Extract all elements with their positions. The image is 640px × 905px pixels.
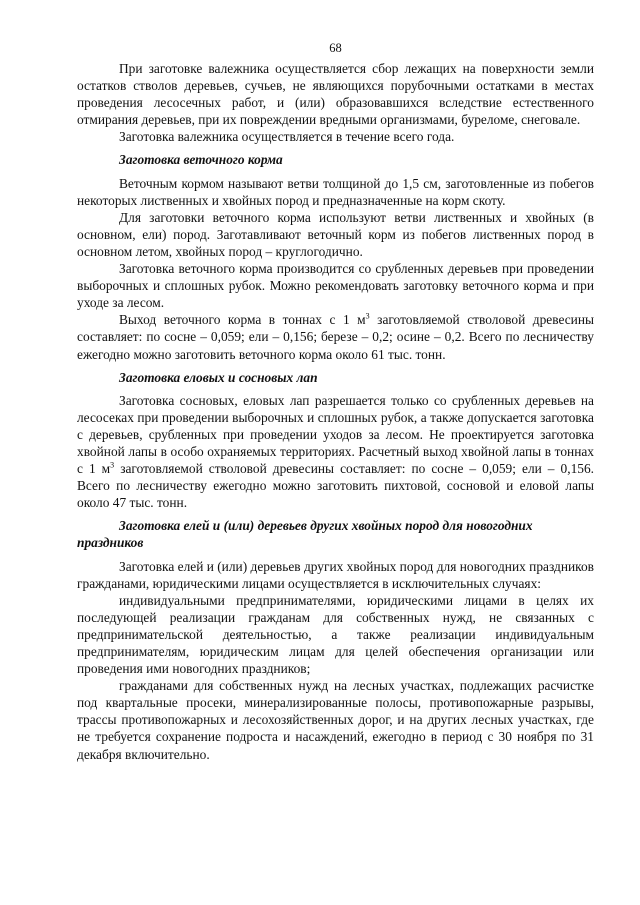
superscript: 3 [365,311,370,321]
paragraph: Для заготовки веточного корма используют ветви лиственных и хвойных (в основном, ели) пород. Заготавливают веточный корм из побегов лиственных пород в основном летом, хвойных пород – круглогодично. [77,209,594,259]
text-run: заготовляемой стволовой древесины составляет: по сосне – 0,059; ели – 0,156; березе – 0,2; осине – 0,2. Всего по лесничеству ежегодно можно заготовить веточного корма около 61 тыс. тонн. [77,312,594,362]
section-heading: Заготовка елей и (или) деревьев других хвойных пород для новогодних праздников [77,518,533,551]
superscript: 3 [110,460,115,470]
section-heading: Заготовка веточного корма [119,152,283,168]
list-item: индивидуальными предпринимателями, юридическими лицами в целях их последующей реализации гражданам для собственных нужд, не связанных с предпринимательской деятельностью, а также реализации индивидуальным предпринимателям, юридическим лицам для целей обеспечения организации или проведения ими новогодних праздников; [77,592,594,677]
text-run: Выход веточного корма в тоннах с 1 м [119,312,366,328]
paragraph: При заготовке валежника осуществляется сбор лежащих на поверхности земли остатков стволов деревьев, сучьев, не являющихся порубочными остатками в местах проведения лесосечных работ, и (или) образовавшихся вследствие естественного отмирания деревьев, при их повреждении вредными организмами, буреломе, снеговале. [77,61,594,128]
list-item: гражданами для собственных нужд на лесных участках, подлежащих расчистке под квартальные просеки, минерализированные полосы, противопожарные разрывы, трассы противопожарных и лесохозяйственных дорог, и на других лесных участках, где не требуется сохранение подроста и насаждений, ежегодно в период с 30 ноября по 31 декабря включительно. [77,678,594,762]
page-number: 68 [329,41,342,55]
text-run: заготовляемой стволовой древесины составляет: по сосне – 0,059; ели – 0,156. Всего по лесничеству ежегодно можно заготовить пихтовой, сосновой и еловой лапы около 47 тыс. тонн. [77,461,595,511]
paragraph: Заготовка веточного корма производится со срубленных деревьев при проведении выборочных и сплошных рубок. Можно рекомендовать заготовку веточного корма и при уходе за лесом. [77,261,594,311]
text-run: Заготовка сосновых, еловых лап разрешается только со срубленных деревьев на лесосеках при проведении выборочных и сплошных рубок, а также допускается заготовка с деревьев, срубленных при проведении уходов за лесом. Не проектируется заготовка хвойной лапы в особо охраняемых территориях. Расчетный выход хвойной лапы в тоннах с 1 м [77,392,594,477]
paragraph [77,311,594,362]
section-heading: Заготовка еловых и сосновых лап [119,369,318,385]
paragraph [77,392,594,512]
paragraph: Заготовка елей и (или) деревьев других хвойных пород для новогодних праздников гражданами, юридическими лицами осуществляется в исключительных случаях: [77,558,594,591]
paragraph: Заготовка валежника осуществляется в течение всего года. [119,129,455,145]
paragraph: Веточным кормом называют ветви толщиной до 1,5 см, заготовленные из побегов некоторых лиственных и хвойных пород и предназначенные на корм скоту. [77,175,594,208]
